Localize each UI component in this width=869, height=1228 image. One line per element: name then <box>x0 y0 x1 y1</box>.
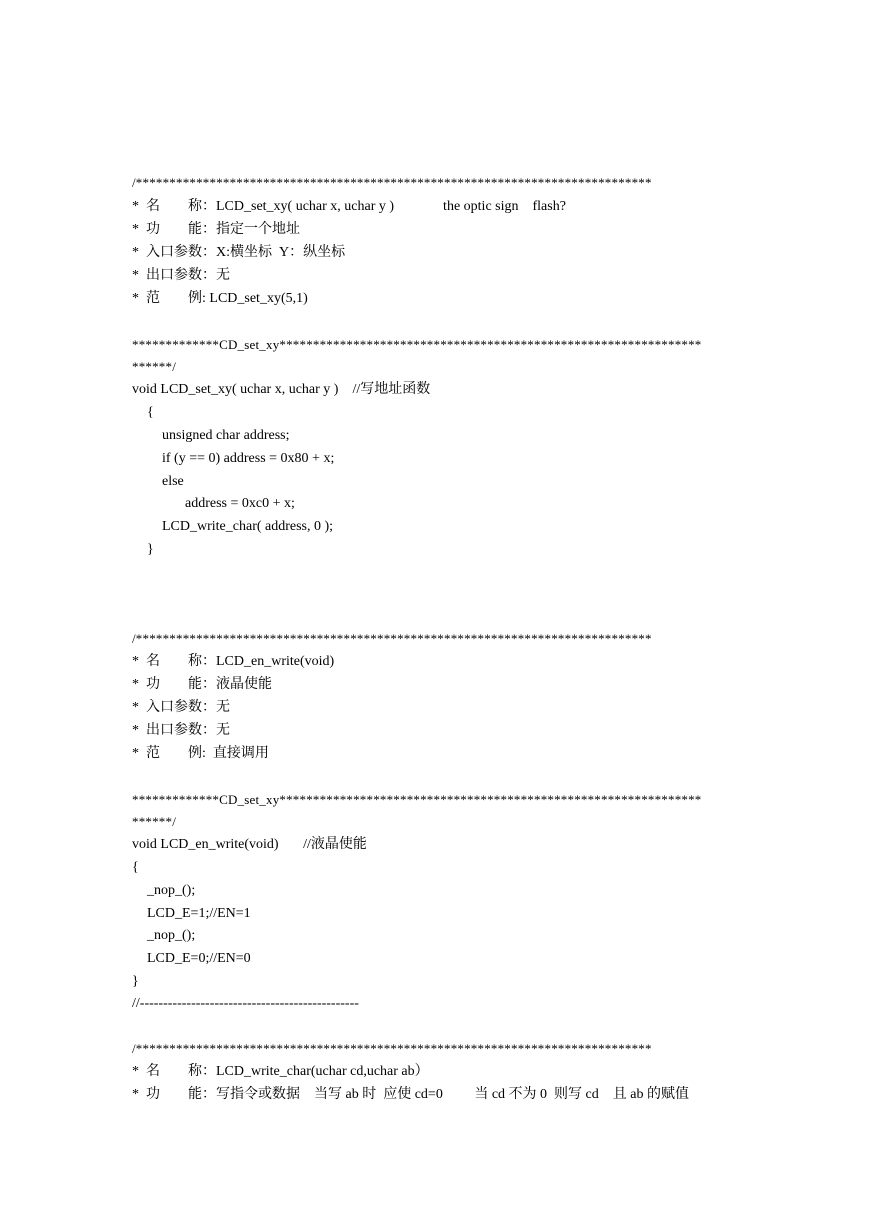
code-line: } <box>147 542 154 557</box>
doc-function-line: * 功 能：写指令或数据 当写 ab 时 应使 cd=0 当 cd 不为 0 则写 cd 且 ab 的赋值 <box>132 1087 689 1102</box>
code-line: if (y == 0) address = 0x80 + x; <box>162 451 335 466</box>
comment-footer-rule-end: ******/ <box>132 814 177 829</box>
code-line: LCD_E=1;//EN=1 <box>147 906 251 921</box>
code-line: { <box>132 860 139 875</box>
doc-name-line: * 名 称：LCD_en_write(void) <box>132 654 335 669</box>
separator-comment-line: //----------------------------------------------- <box>132 996 359 1011</box>
doc-function-line: * 功 能：液晶使能 <box>132 677 272 692</box>
code-line: else <box>162 474 184 489</box>
comment-footer-rule-end: ******/ <box>132 359 177 374</box>
doc-output-params-line: * 出口参数：无 <box>132 723 230 738</box>
code-line: } <box>132 974 139 989</box>
doc-name-line: * 名 称：LCD_set_xy( uchar x, uchar y ) the optic sign flash? <box>132 199 566 214</box>
code-line: void LCD_en_write(void) //液晶使能 <box>132 837 367 852</box>
code-line: address = 0xc0 + x; <box>185 496 295 511</box>
doc-input-params-line: * 入口参数：X:横坐标 Y：纵坐标 <box>132 245 346 260</box>
doc-example-line: * 范 例: 直接调用 <box>132 746 269 761</box>
doc-function-line: * 功 能：指定一个地址 <box>132 222 300 237</box>
comment-footer-rule: *************CD_set_xy*************************************************************** <box>132 337 702 352</box>
code-line: void LCD_set_xy( uchar x, uchar y ) //写地址函数 <box>132 382 431 397</box>
doc-output-params-line: * 出口参数：无 <box>132 268 230 283</box>
code-line: LCD_write_char( address, 0 ); <box>162 519 334 534</box>
code-line: unsigned char address; <box>162 428 290 443</box>
doc-example-line: * 范 例: LCD_set_xy(5,1) <box>132 291 308 306</box>
code-line: _nop_(); <box>147 928 196 943</box>
comment-header-rule: /***************************************************************************** <box>132 175 652 190</box>
doc-input-params-line: * 入口参数：无 <box>132 700 230 715</box>
comment-footer-rule: *************CD_set_xy*************************************************************** <box>132 792 702 807</box>
comment-header-rule: /***************************************************************************** <box>132 1041 652 1056</box>
comment-header-rule: /***************************************************************************** <box>132 631 652 646</box>
code-line: { <box>147 405 154 420</box>
code-line: _nop_(); <box>147 883 196 898</box>
doc-name-line: * 名 称：LCD_write_char(uchar cd,uchar ab） <box>132 1064 429 1079</box>
code-line: LCD_E=0;//EN=0 <box>147 951 251 966</box>
